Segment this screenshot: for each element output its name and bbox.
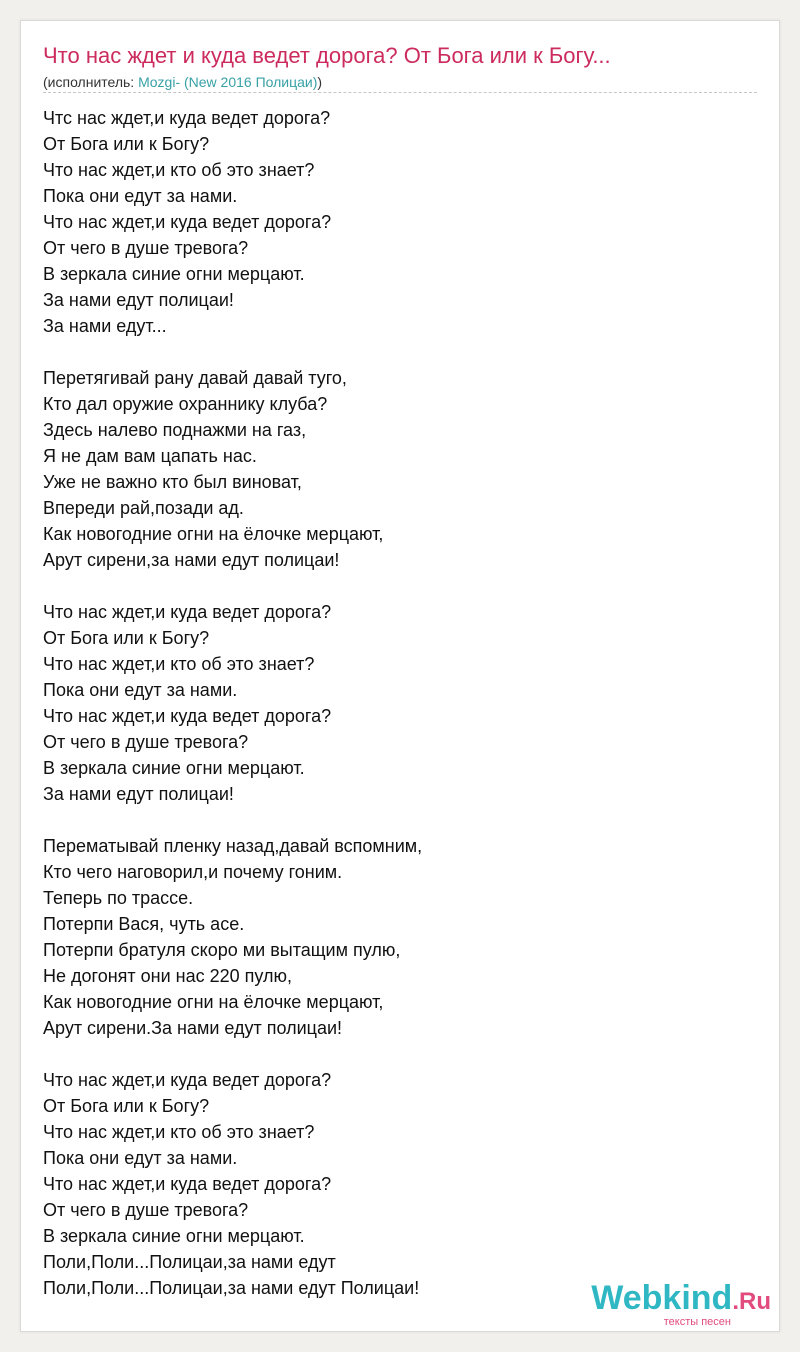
lyrics-line: Перетягивай рану давай давай туго,: [43, 368, 347, 388]
lyrics-line: Чтс нас ждет,и куда ведет дорога?: [43, 108, 331, 128]
lyrics-line: Арут сирени,за нами едут полицаи!: [43, 550, 340, 570]
lyrics-line: От чего в душе тревога?: [43, 1200, 249, 1220]
song-title: Что нас ждет и куда ведет дорога? От Бога или к Богу...: [43, 43, 611, 68]
lyrics-line: Теперь по трассе.: [43, 888, 194, 908]
lyrics-line: От чего в душе тревога?: [43, 732, 249, 752]
lyrics-line: За нами едут...: [43, 316, 167, 336]
lyrics-line: Что нас ждет,и куда ведет дорога?: [43, 602, 332, 622]
lyrics-line: Пока они едут за нами.: [43, 186, 238, 206]
lyrics-line: От Бога или к Богу?: [43, 628, 210, 648]
webkind-logo[interactable]: [591, 1281, 771, 1328]
lyrics-stanza: [43, 365, 763, 573]
lyrics-line: От чего в душе тревога?: [43, 238, 249, 258]
lyrics-line: За нами едут полицаи!: [43, 784, 234, 804]
lyrics-line: Что нас ждет,и кто об это знает?: [43, 1122, 315, 1142]
lyrics-line: Кто дал оружие охраннику клуба?: [43, 394, 328, 414]
lyrics-card: [20, 20, 780, 1332]
lyrics-line: Перематывай пленку назад,давай вспомним,: [43, 836, 423, 856]
lyrics-line: От Бога или к Богу?: [43, 1096, 210, 1116]
lyrics-line: В зеркала синие огни мерцают.: [43, 264, 305, 284]
lyrics-line: Поли,Поли...Полицаи,за нами едут Полицаи!: [43, 1278, 420, 1298]
lyrics-line: Не догонят они нас 220 пулю,: [43, 966, 292, 986]
lyrics-line: Пока они едут за нами.: [43, 1148, 238, 1168]
artist-line: [43, 74, 322, 90]
lyrics-line: Пока они едут за нами.: [43, 680, 238, 700]
artist-link[interactable]: Mozgi- (New 2016 Полицаи): [138, 74, 318, 90]
lyrics-line: Здесь налево поднажми на газ,: [43, 420, 307, 440]
lyrics-stanza: [43, 105, 763, 339]
lyrics-line: Что нас ждет,и кто об это знает?: [43, 160, 315, 180]
artist-suffix: ): [317, 74, 323, 90]
lyrics-line: В зеркала синие огни мерцают.: [43, 1226, 305, 1246]
lyrics-line: Я не дам вам цапать нас.: [43, 446, 257, 466]
lyrics-stanza: [43, 833, 763, 1041]
lyrics-line: За нами едут полицаи!: [43, 290, 234, 310]
divider: [43, 92, 757, 93]
lyrics-line: Что нас ждет,и куда ведет дорога?: [43, 212, 332, 232]
artist-prefix: (исполнитель:: [43, 74, 139, 90]
lyrics-line: Впереди рай,позади ад.: [43, 498, 244, 518]
lyrics-line: Что нас ждет,и кто об это знает?: [43, 654, 315, 674]
logo-tagline: тексты песен: [663, 1316, 731, 1328]
logo-main-text: Webkind: [591, 1279, 733, 1317]
lyrics-line: Поли,Поли...Полицаи,за нами едут: [43, 1252, 336, 1272]
lyrics-line: Что нас ждет,и куда ведет дорога?: [43, 1174, 332, 1194]
lyrics-stanza: [43, 599, 763, 807]
lyrics-line: Что нас ждет,и куда ведет дорога?: [43, 706, 332, 726]
lyrics-line: Потерпи братуля скоро ми вытащим пулю,: [43, 940, 401, 960]
lyrics-body: [43, 105, 763, 1327]
lyrics-line: В зеркала синие огни мерцают.: [43, 758, 305, 778]
lyrics-line: Что нас ждет,и куда ведет дорога?: [43, 1070, 332, 1090]
lyrics-line: Потерпи Вася, чуть асе.: [43, 914, 245, 934]
lyrics-line: Как новогодние огни на ёлочке мерцают,: [43, 992, 384, 1012]
lyrics-line: Кто чего наговорил,и почему гоним.: [43, 862, 343, 882]
lyrics-line: Как новогодние огни на ёлочке мерцают,: [43, 524, 384, 544]
lyrics-line: Арут сирени.За нами едут полицаи!: [43, 1018, 343, 1038]
lyrics-line: От Бога или к Богу?: [43, 134, 210, 154]
logo-tld: .Ru: [732, 1288, 771, 1315]
lyrics-line: Уже не важно кто был виноват,: [43, 472, 302, 492]
logo-wordmark: [591, 1281, 771, 1319]
lyrics-stanza: [43, 1067, 763, 1301]
